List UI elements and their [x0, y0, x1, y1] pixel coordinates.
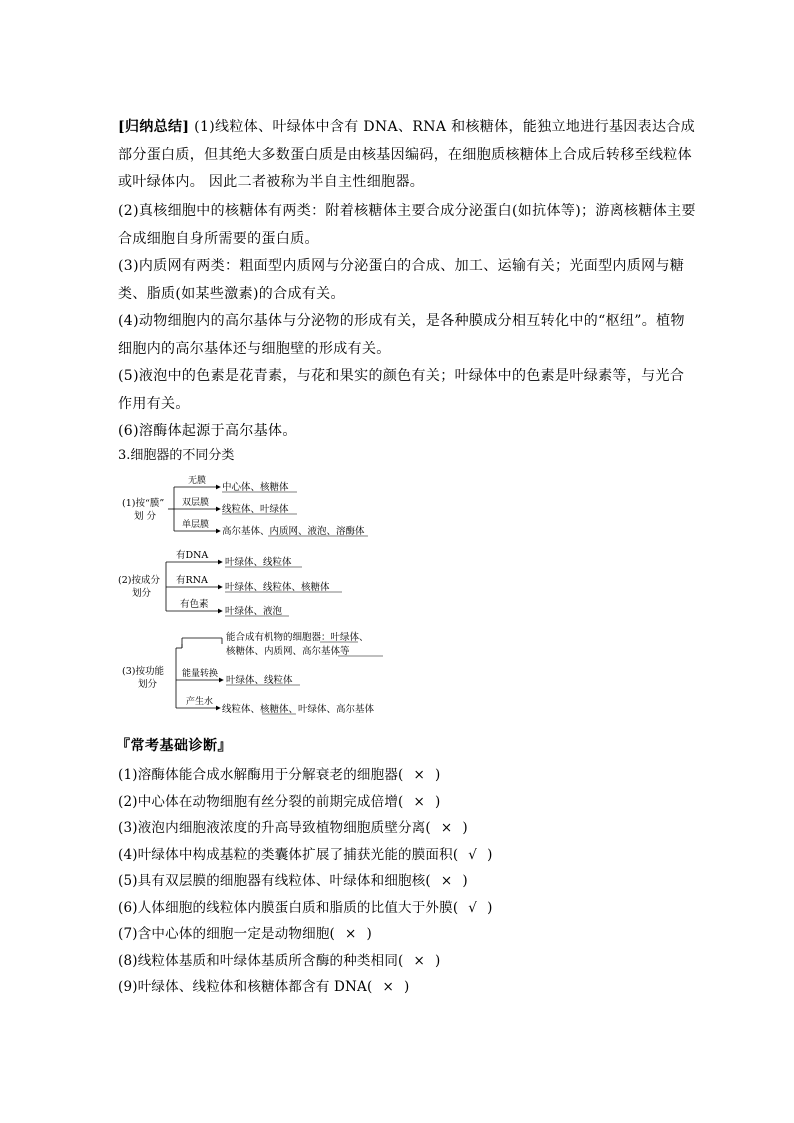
group2-branch-2-result: 叶绿体、线粒体、核糖体: [225, 582, 330, 593]
diagnosis-item-4-close: ): [487, 846, 493, 863]
group3-branch-1-result-line1: 能合成有机物的细胞器：叶绿体、: [226, 632, 369, 643]
group2-branch-3-label: 有色素: [180, 599, 209, 610]
diagnosis-item-3: [118, 815, 618, 842]
summary-p1-line-2: 部分蛋白质，但其绝大多数蛋白质是由核基因编码，在细胞质核糖体上合成后转移至线粒体: [118, 146, 692, 163]
diagnosis-item-3-mark: ×: [440, 820, 453, 836]
diagnosis-item-6-close: ): [487, 899, 493, 916]
diagnosis-item-4: [118, 842, 618, 869]
summary-p2-line-2: 合成细胞自身所需要的蛋白质。: [118, 230, 319, 247]
diagnosis-item-6-mark: √: [468, 899, 478, 916]
diagnosis-item-8-text: (8)线粒体基质和叶绿体基质所含酶的种类相同(: [118, 952, 404, 969]
group1-label-line1: (1)按“膜”: [122, 498, 165, 509]
diagnosis-item-2-text: (2)中心体在动物细胞有丝分裂的前期完成倍增(: [118, 793, 404, 810]
summary-paragraph-6: [118, 418, 688, 446]
diagnosis-item-1-mark: ×: [413, 767, 426, 783]
group1-branch-2-result: 线粒体、叶绿体: [222, 504, 289, 515]
diagnosis-item-1-text: (1)溶酶体能合成水解酶用于分解衰老的细胞器(: [118, 767, 404, 783]
diagnosis-item-8-mark: ×: [413, 952, 426, 969]
diagnosis-item-7-close: ): [366, 926, 372, 942]
diagnosis-item-7: [118, 921, 618, 948]
summary-paragraph-4: [118, 308, 688, 363]
summary-p6-line-1: (6)溶酶体起源于高尔基体。: [118, 423, 297, 439]
group1-label-line2: 划 分: [134, 511, 157, 522]
diagnosis-item-5-mark: ×: [440, 873, 453, 889]
summary-p5-line-2: 作用有关。: [118, 395, 190, 412]
group1-branch-1-label: 无膜: [188, 476, 207, 486]
summary-p1-line-1: [118, 114, 696, 142]
diagnosis-item-8-close: ): [435, 952, 441, 969]
group2-branch-3-result: 叶绿体、液泡: [225, 606, 283, 617]
group-membrane: [122, 474, 368, 537]
diagnosis-item-9-mark: ×: [382, 979, 394, 995]
summary-p1-line-3: 或叶绿体内。 因此二者被称为半自主性细胞器。: [118, 174, 425, 190]
group2-branch-1-label: 有DNA: [176, 550, 209, 561]
diagnosis-item-6: [118, 895, 618, 922]
diagnosis-item-9: [118, 974, 618, 1001]
classification-diagram: [118, 468, 408, 720]
summary-p2-line-1: (2)真核细胞中的核糖体有两类：附着核糖体主要合成分泌蛋白(如抗体等)；游离核糖体主要: [118, 203, 696, 219]
diagnosis-item-1-close: ): [435, 767, 441, 783]
diagnosis-item-5: [118, 868, 618, 895]
group3-branch-2-result: 叶绿体、线粒体: [226, 675, 293, 686]
group2-branch-1-result: 叶绿体、线粒体: [225, 557, 292, 568]
group-composition: [118, 549, 342, 617]
summary-paragraph-1: [118, 114, 696, 197]
diagnosis-item-7-mark: ×: [345, 926, 357, 942]
diagnosis-title: 『常考基础诊断』: [116, 738, 232, 754]
diagnosis-list: [118, 762, 618, 1001]
group1-branch-1-result: 中心体、核糖体: [222, 482, 289, 493]
diagnosis-item-2-mark: ×: [413, 793, 426, 810]
group2-branch-2-label: 有RNA: [176, 575, 208, 586]
diagnosis-item-3-text: (3)液泡内细胞液浓度的升高导致植物细胞质壁分离(: [118, 820, 431, 836]
group1-branch-2-label: 双层膜: [182, 498, 210, 508]
diagnosis-item-5-text: (5)具有双层膜的细胞器有线粒体、叶绿体和细胞核(: [118, 873, 431, 889]
group3-connector-curve: [182, 638, 188, 644]
group3-branch-2-label: 能量转换: [182, 669, 219, 679]
summary-paragraph-3: [118, 253, 688, 308]
diagnosis-item-3-close: ): [462, 820, 468, 836]
group3-label-line1: (3)按功能: [122, 666, 164, 677]
summary-p5-line-1: (5)液泡中的色素是花青素，与花和果实的颜色有关；叶绿体中的色素是叶绿素等，与光合: [118, 368, 685, 384]
summary-paragraph-2: [118, 198, 696, 253]
diagnosis-item-2-close: ): [435, 793, 441, 810]
group3-branch-3-result: 线粒体、核糖体、叶绿体、高尔基体: [222, 704, 375, 715]
diagnosis-item-4-mark: √: [468, 846, 478, 863]
summary-paragraph-5: [118, 363, 688, 418]
summary-p4-line-2: 细胞内的高尔基体还与细胞壁的形成有关。: [118, 340, 391, 357]
group3-branch-3-label: 产生水: [186, 697, 214, 707]
group1-branch-3-result: 高尔基体、内质网、液泡、溶酶体: [222, 526, 365, 537]
summary-p3-line-1: (3)内质网有两类：粗面型内质网与分泌蛋白的合成、加工、运输有关；光面型内质网与糖: [118, 258, 685, 274]
diagnosis-item-2: [118, 789, 618, 816]
group1-branch-3-label: 单层膜: [182, 520, 210, 530]
group2-label-line1: (2)按成分: [118, 575, 160, 586]
diagnosis-item-9-text: (9)叶绿体、线粒体和核糖体都含有 DNA(: [118, 979, 373, 995]
diagnosis-item-5-close: ): [462, 873, 468, 889]
summary-p4-line-1: (4)动物细胞内的高尔基体与分泌物的形成有关，是各种膜成分相互转化中的“枢纽”。植物: [118, 313, 685, 329]
group3-branch-1-result-line2: 核糖体、内质网、高尔基体等: [226, 646, 350, 657]
diagnosis-item-7-text: (7)含中心体的细胞一定是动物细胞(: [118, 926, 335, 942]
summary-p3-line-2: 类、脂质(如某些激素)的合成有关。: [118, 285, 345, 302]
diagnosis-item-4-text: (4)叶绿体中构成基粒的类囊体扩展了捕获光能的膜面积(: [118, 846, 459, 863]
summary-tag: [归纳总结]: [118, 119, 190, 135]
group2-label-line2: 划分: [132, 588, 152, 599]
group-function: [122, 631, 383, 715]
diagnosis-item-9-close: ): [403, 979, 410, 995]
diagnosis-item-1: [118, 762, 618, 789]
classification-heading: 3.细胞器的不同分类: [118, 448, 235, 463]
group3-label-line2: 划分: [138, 679, 158, 690]
summary-p1-text-1: (1)线粒体、叶绿体中含有 DNA、RNA 和核糖体，能独立地进行基因表达合成: [194, 119, 696, 135]
diagnosis-item-8: [118, 948, 618, 975]
diagnosis-item-6-text: (6)人体细胞的线粒体内膜蛋白质和脂质的比值大于外膜(: [118, 899, 459, 916]
